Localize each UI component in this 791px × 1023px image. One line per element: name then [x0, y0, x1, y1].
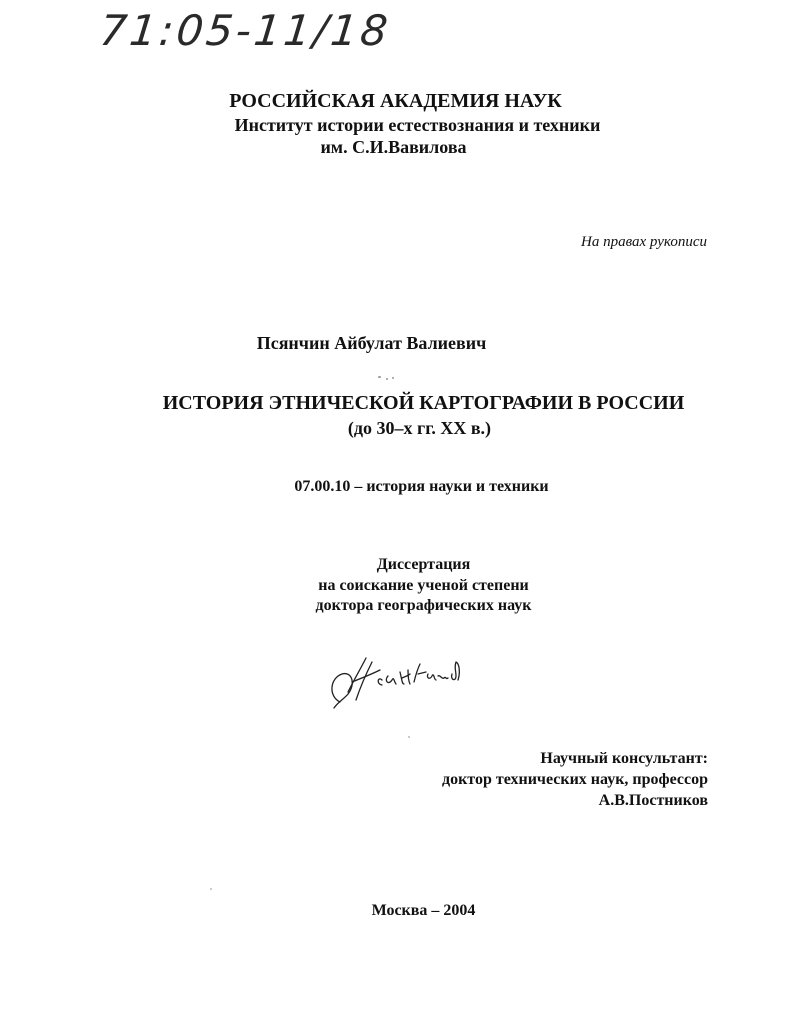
institute-named-after: им. С.И.Вавилова — [320, 137, 467, 157]
consultant-name: А.В.Постников — [598, 792, 708, 809]
dissertation-subtitle: (до 30–х гг. XX в.) — [347, 418, 492, 438]
manuscript-rights-note: На правах рукописи — [581, 234, 707, 250]
author-name: Псянчин Айбулат Валиевич — [256, 333, 487, 353]
scan-speck — [392, 377, 394, 379]
city-year: Москва – 2004 — [371, 902, 476, 919]
scan-speck — [408, 736, 410, 738]
handwritten-archive-number: 71:05-11/18 — [97, 6, 393, 55]
scan-speck — [210, 888, 212, 890]
academy-name: РОССИЙСКАЯ АКАДЕМИЯ НАУК — [229, 90, 562, 112]
dissertation-label: Диссертация — [376, 556, 471, 573]
scan-speck — [386, 378, 388, 380]
scan-speck — [378, 376, 381, 378]
consultant-label: Научный консультант: — [540, 750, 708, 767]
speciality-code: 07.00.10 – история науки и техники — [294, 478, 549, 495]
dissertation-title: ИСТОРИЯ ЭТНИЧЕСКОЙ КАРТОГРАФИИ В РОССИИ — [162, 392, 685, 414]
degree-purpose: на соискание ученой степени — [318, 577, 529, 594]
institute-name: Институт истории естествознания и техники — [234, 115, 601, 135]
degree-name: доктора географических наук — [315, 597, 532, 614]
consultant-degree: доктор технических наук, профессор — [441, 771, 708, 788]
author-signature — [322, 652, 472, 712]
